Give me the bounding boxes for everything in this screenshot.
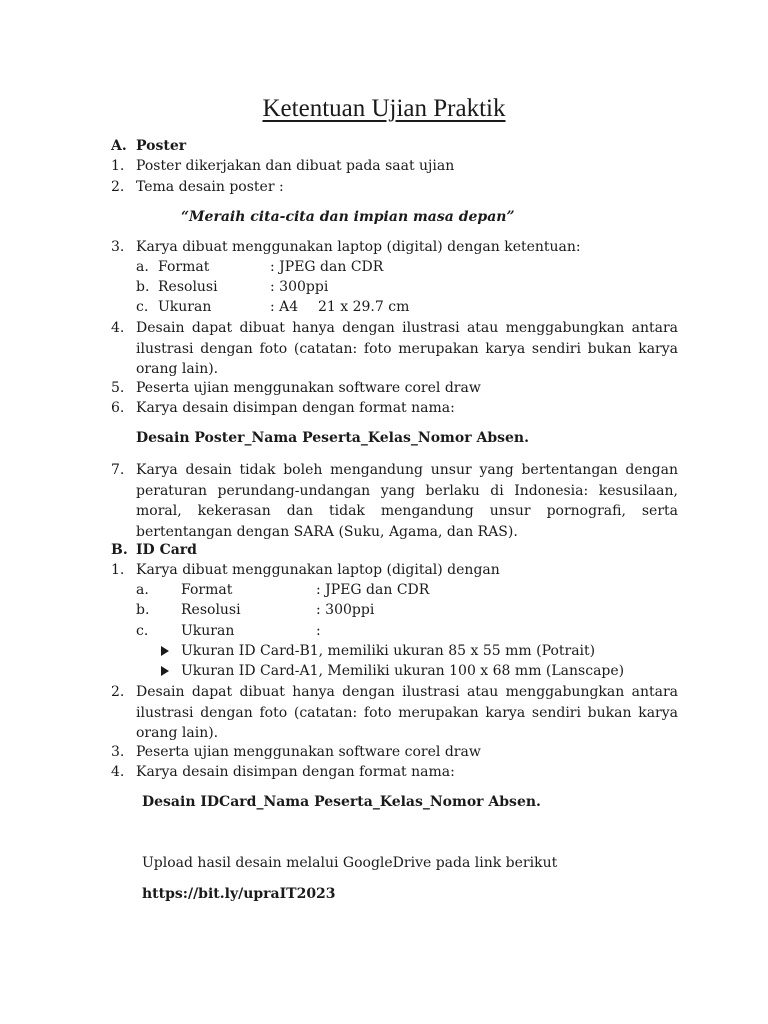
idcard-item-4-text: Karya desain disimpan dengan format nama: — [136, 764, 455, 780]
idcard-spec-letter: c. — [136, 623, 149, 639]
poster-item-7-text: Karya desain tidak boleh mengandung unsur yang bertentangan dengan peraturan perundang-undangan yang berlaku di Indonesia: kesusilaan, moral, kekerasan dan tidak mengandung unsur pornografi, serta bertentangan dengan SARA (Suku, Agama, dan RAS). — [136, 462, 678, 540]
idcard-spec-label: Format — [181, 582, 233, 598]
idcard-item-2-text: Desain dapat dibuat hanya dengan ilustrasi atau menggabungkan antara ilustrasi dengan foto (catatan: foto merupakan karya sendiri bukan karya orang lain). — [136, 684, 678, 741]
idcard-filename-format: Desain IDCard_Nama Peserta_Kelas_Nomor Absen. — [142, 794, 541, 810]
poster-filename-format: Desain Poster_Nama Peserta_Kelas_Nomor Absen. — [136, 430, 529, 446]
poster-theme: “Meraih cita-cita dan impian masa depan” — [181, 209, 515, 225]
section-letter-a: A. — [111, 138, 127, 154]
upload-link[interactable]: https://bit.ly/upraIT2023 — [142, 886, 336, 902]
poster-spec-value: : JPEG dan CDR — [270, 259, 384, 275]
idcard-size-option: Ukuran ID Card-B1, memiliki ukuran 85 x 55 mm (Potrait) — [181, 643, 596, 659]
poster-spec-size-dimensions: 21 x 29.7 cm — [318, 299, 410, 315]
idcard-item-3-number: 3. — [111, 744, 125, 760]
poster-spec-letter: a. — [136, 259, 149, 275]
idcard-item-2-number: 2. — [111, 684, 125, 700]
poster-item-6-text: Karya desain disimpan dengan format nama: — [136, 400, 455, 416]
idcard-spec-value: : — [316, 623, 321, 639]
poster-item-4-text: Desain dapat dibuat hanya dengan ilustrasi atau menggabungkan antara ilustrasi dengan foto (catatan: foto merupakan karya sendiri bukan karya orang lain). — [136, 320, 678, 377]
idcard-spec-value: : 300ppi — [316, 602, 375, 618]
poster-item-1-number: 1. — [111, 158, 125, 174]
poster-spec-label: Format — [158, 259, 210, 275]
idcard-spec-label: Resolusi — [181, 602, 241, 618]
idcard-item-3-text: Peserta ujian menggunakan software corel draw — [136, 744, 481, 760]
poster-spec-letter: b. — [136, 279, 150, 295]
idcard-item-4-number: 4. — [111, 764, 125, 780]
poster-spec-label: Resolusi — [158, 279, 218, 295]
section-heading-poster: Poster — [136, 138, 187, 154]
poster-item-7-number: 7. — [111, 462, 125, 478]
poster-spec-label: Ukuran — [158, 299, 212, 315]
idcard-spec-letter: a. — [136, 582, 149, 598]
section-heading-idcard: ID Card — [136, 542, 197, 558]
upload-instruction: Upload hasil desain melalui GoogleDrive pada link berikut — [142, 855, 558, 871]
poster-item-4-number: 4. — [111, 320, 125, 336]
poster-item-6-number: 6. — [111, 400, 125, 416]
poster-item-5-text: Peserta ujian menggunakan software corel draw — [136, 380, 481, 396]
poster-item-2-text: Tema desain poster : — [136, 179, 284, 195]
poster-item-3-number: 3. — [111, 239, 125, 255]
poster-spec-value: : 300ppi — [270, 279, 329, 295]
poster-item-3-text: Karya dibuat menggunakan laptop (digital) dengan ketentuan: — [136, 239, 581, 255]
poster-item-1-text: Poster dikerjakan dan dibuat pada saat ujian — [136, 158, 455, 174]
idcard-size-option: Ukuran ID Card-A1, Memiliki ukuran 100 x 68 mm (Lanscape) — [181, 663, 625, 679]
page-title: Ketentuan Ujian Praktik — [262, 95, 506, 122]
arrow-bullet-icon — [161, 666, 169, 676]
section-letter-b: B. — [111, 542, 128, 558]
idcard-item-1-number: 1. — [111, 562, 125, 578]
poster-item-2-number: 2. — [111, 179, 125, 195]
poster-spec-letter: c. — [136, 299, 149, 315]
idcard-item-1-text: Karya dibuat menggunakan laptop (digital) dengan — [136, 562, 500, 578]
poster-item-5-number: 5. — [111, 380, 125, 396]
idcard-spec-letter: b. — [136, 602, 150, 618]
arrow-bullet-icon — [161, 646, 169, 656]
idcard-spec-value: : JPEG dan CDR — [316, 582, 430, 598]
idcard-spec-label: Ukuran — [181, 623, 235, 639]
poster-spec-value: : A4 — [270, 299, 299, 315]
